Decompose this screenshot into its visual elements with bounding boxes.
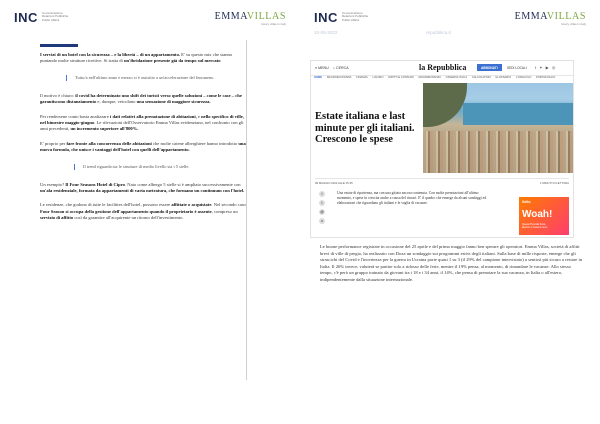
- article-headline[interactable]: Estate italiana e last minute per gli italiani. Crescono le spese: [315, 111, 415, 145]
- emma-villas-logo: EMMAVILLAS: [514, 11, 586, 22]
- paragraph-2: Il motivo è chiaro: il covid ha determinato uno shift dei turisti verso quelle soluzioni – come le case – che garantiscono distanziamento e, dunque, veicolano una sensazione di maggiore sicurezza.: [40, 92, 242, 105]
- repubblica-logo[interactable]: la Repubblica: [419, 63, 467, 72]
- twitter-icon[interactable]: t: [319, 200, 325, 206]
- article-date: 09 MAGGIO 2022 ALLE 15:35: [315, 181, 353, 185]
- nav-item[interactable]: OSSERVA ITALIA: [445, 76, 468, 79]
- inc-logo: INC: [314, 10, 338, 25]
- emma-villas-logo: EMMAVILLAS: [214, 11, 286, 22]
- section-nav: [311, 76, 573, 82]
- article-body: [40, 44, 250, 230]
- menu-button[interactable]: ≡ MENU: [315, 66, 329, 70]
- inc-tagline: Comunicazione Relazioni Pubbliche Public Affairs: [42, 11, 69, 22]
- facebook-icon[interactable]: f: [319, 191, 325, 197]
- mail-icon[interactable]: @: [320, 210, 324, 214]
- ad-brand: Sello: [522, 200, 531, 204]
- advertisement[interactable]: [519, 197, 569, 235]
- paragraph-6: Le residenze, che godono di tutte le facilities dell'hotel, possono essere affittate o acquistate. Nel secondo caso Four Season si occupa della gestione dell'appartamento quando il proprietario è assente, compreso un servizio di affitto così da garantire all'acquirente un ritorno dell'investimento.: [40, 202, 246, 221]
- clipping-source: repubblica.it: [426, 30, 451, 35]
- nav-item[interactable]: CALCOLATORI: [471, 76, 491, 79]
- social-icons[interactable]: f ✦ ▶ ◎: [535, 65, 557, 70]
- nav-item[interactable]: MACROECONOMIA: [326, 76, 352, 79]
- nav-item[interactable]: L'ORACOLO: [515, 76, 532, 79]
- nav-item[interactable]: PORTAFOGLIO: [536, 76, 556, 79]
- subscribe-button[interactable]: ABBONATI: [477, 64, 502, 71]
- nav-item[interactable]: DIRITTI E CONSUMI: [388, 76, 414, 79]
- nav-item[interactable]: GLOSSARIO: [495, 76, 512, 79]
- nav-item[interactable]: LAVORO: [372, 76, 384, 79]
- inc-tagline: Comunicazione Relazioni Pubbliche Public Affairs: [342, 11, 369, 22]
- nav-item[interactable]: FINANZA: [356, 76, 368, 79]
- search-button[interactable]: ⌕ CERCA: [333, 66, 349, 70]
- right-page: [300, 0, 600, 424]
- clipping-body: Le buone performance registrate in occasione del 25 aprile e del primo maggio fanno ben sperare gli operatori. Emma Villas, società di affitti brevi di ville di pregio, ha realizzato con Doxa un sondaggio sui programmi estivi degli italiani. Sulla base di mille risposte, emerge che gli strascichi del Covid e l'incertezza per la guerra in Ucraina porte quasi 1 su 3 (il 29% del campione intervistato) a sentirsi più sicuro a restare in Italia. Il 26% invece, valuterà se partire solo a ridosso delle ferie, mentre il 19% pensa, al momento, di rimandare le vacanze. Allo stesso tempo, c'è però un gruppo trainato da giovani tra i 18 e i 34 anni, il 14%, che pensa di prenotare la sua vacanza, in Italia o all'estero, indipendentemente dalla situazione internazionale.: [320, 244, 583, 282]
- inc-logo: INC: [14, 10, 38, 25]
- local-editions-link[interactable]: SEDI LOCALI: [507, 66, 527, 70]
- read-time: 1 MINUTI DI LETTURA: [539, 181, 569, 185]
- rocks-shape: [423, 83, 467, 127]
- share-bar: [319, 191, 327, 227]
- article-accent-bar: [40, 44, 78, 47]
- beach-photo: [423, 83, 573, 173]
- pull-quote-2: Il trend riguarda sia le strutture di medio livello sia i 5 stelle.: [74, 164, 250, 170]
- paragraph-3: Per rendersene conto basta analizzare i dati relativi alla prenotazione di abitazioni, e nello specifico di ville, nel bimestre maggio-giugno. Le rilevazioni dell'Osservatorio Emma Villas evidenziano, nel confronto con gli anni precedenti, un incremento superiore all'800%.: [40, 113, 244, 132]
- paragraph-4: E' proprio per fare fronte alla concorrenza delle abitazioni che molte catene alberghiere hanno introdotto una nuova formula, che unisce i vantaggi dell'hotel con quelli dell'appartamento.: [40, 140, 246, 153]
- header: [314, 10, 586, 30]
- article-dateline: [315, 178, 569, 185]
- link-icon[interactable]: ∞: [320, 219, 324, 223]
- paragraph-5: Un esempio? Il Four Seasons Hotel di Cipro. Nato come albergo 5 stelle si è ampliato successivamente con un'ala residenziale, formata da appartamenti di varia metratura, che formano un continuum con l'hotel.: [40, 181, 245, 194]
- nav-item[interactable]: AFFARI&FINANZA: [418, 76, 441, 79]
- nav-item-home[interactable]: HOME: [314, 76, 323, 79]
- clipping-date: 10-06-2022: [314, 30, 338, 35]
- article-screenshot: [310, 60, 574, 238]
- repubblica-topbar: [311, 61, 573, 76]
- emma-villas-tagline: luxury villas in italy: [561, 22, 586, 26]
- pull-quote: Tutto/a nell'ultimo anno e mezzo si è assistito a un'accelerazione del fenomeno.: [66, 75, 250, 81]
- sea-shape: [463, 103, 573, 125]
- ad-headline: Woah!: [522, 209, 553, 220]
- header: [14, 10, 286, 30]
- ad-fineprint: Questo Hyundai Kona Electric vi costerà meno: [522, 223, 548, 229]
- clipping-meta: [314, 30, 586, 35]
- crowd-shape: [423, 131, 573, 173]
- emma-villas-tagline: luxury villas in italy: [261, 22, 286, 26]
- article-lead: Una estate di ripartenza, ma con una gittata ancora contenuta. Con molte prenotazioni all'ultimo momento, e spese in crescita anche a causa del rincari. E' il quadro che emerge da alcuni sondaggi ed elaborazioni che riguardano gli italiani e le vaglia di vacanze.: [337, 191, 487, 205]
- paragraph-1: I servizi di un hotel con la sicurezza – e la libertà – di un appartamento. E' su questo mix che stanno puntando molte strutture ricettive. Si tratta di un'ibridazione presente già da tempo sul mercato: [40, 52, 233, 64]
